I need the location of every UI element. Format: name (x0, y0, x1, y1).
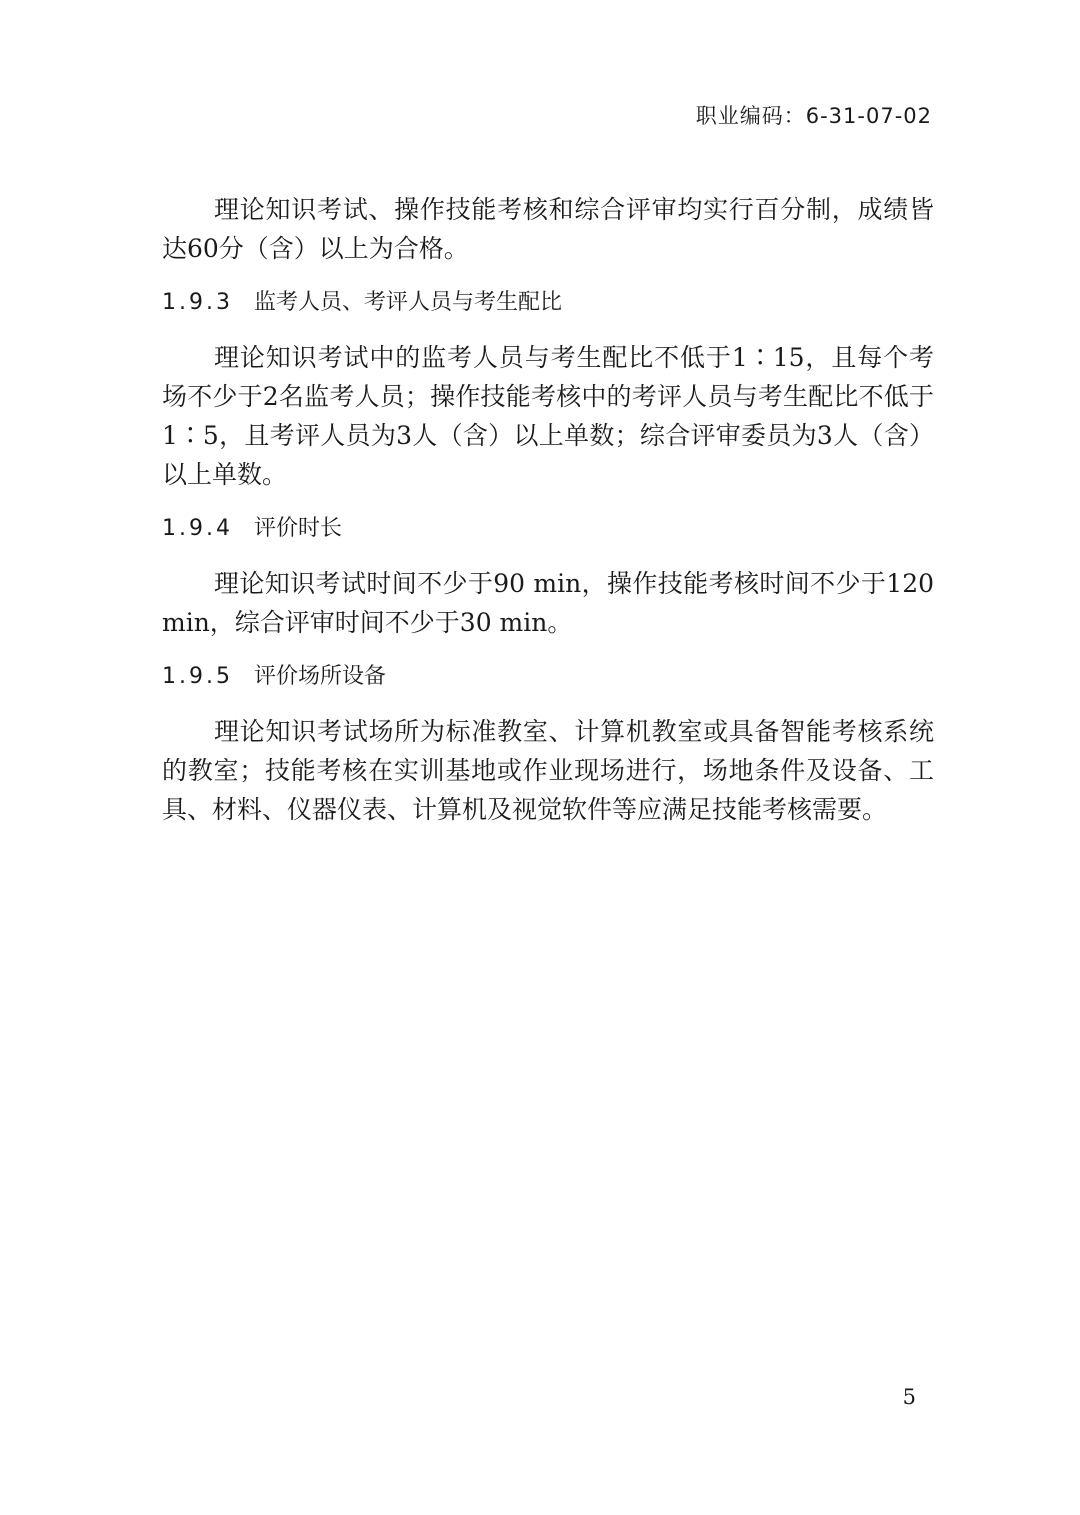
section-title: 评价场所设备 (254, 664, 387, 689)
page-content (162, 190, 934, 829)
section-title: 评价时长 (254, 516, 343, 541)
section-heading-1-9-3 (162, 288, 934, 318)
intro-paragraph: 理论知识考试、操作技能考核和综合评审均实行百分制，成绩皆达60分（含）以上为合格。 (162, 195, 934, 263)
page-number: 5 (902, 1385, 916, 1409)
section-number: 1.9.4 (162, 516, 233, 541)
section-number: 1.9.5 (162, 664, 233, 689)
section-heading-1-9-4 (162, 514, 934, 544)
section-body-1-9-5: 理论知识考试场所为标准教室、计算机教室或具备智能考核系统的教室；技能考核在实训基地或作业现场进行，场地条件及设备、工具、材料、仪器仪表、计算机及视觉软件等应满足技能考核需要。 (162, 717, 934, 824)
section-body-1-9-3: 理论知识考试中的监考人员与考生配比不低于1∶15，且每个考场不少于2名监考人员；操作技能考核中的考评人员与考生配比不低于1∶5，且考评人员为3人（含）以上单数；综合评审委员为3人（含）以上单数。 (162, 343, 934, 489)
section-number: 1.9.3 (162, 290, 233, 315)
occupation-code: 职业编码：6-31-07-02 (695, 104, 932, 128)
section-heading-1-9-5 (162, 662, 934, 692)
section-body-1-9-4: 理论知识考试时间不少于90 min，操作技能考核时间不少于120 min，综合评审时间不少于30 min。 (162, 569, 934, 637)
section-title: 监考人员、考评人员与考生配比 (254, 290, 563, 315)
